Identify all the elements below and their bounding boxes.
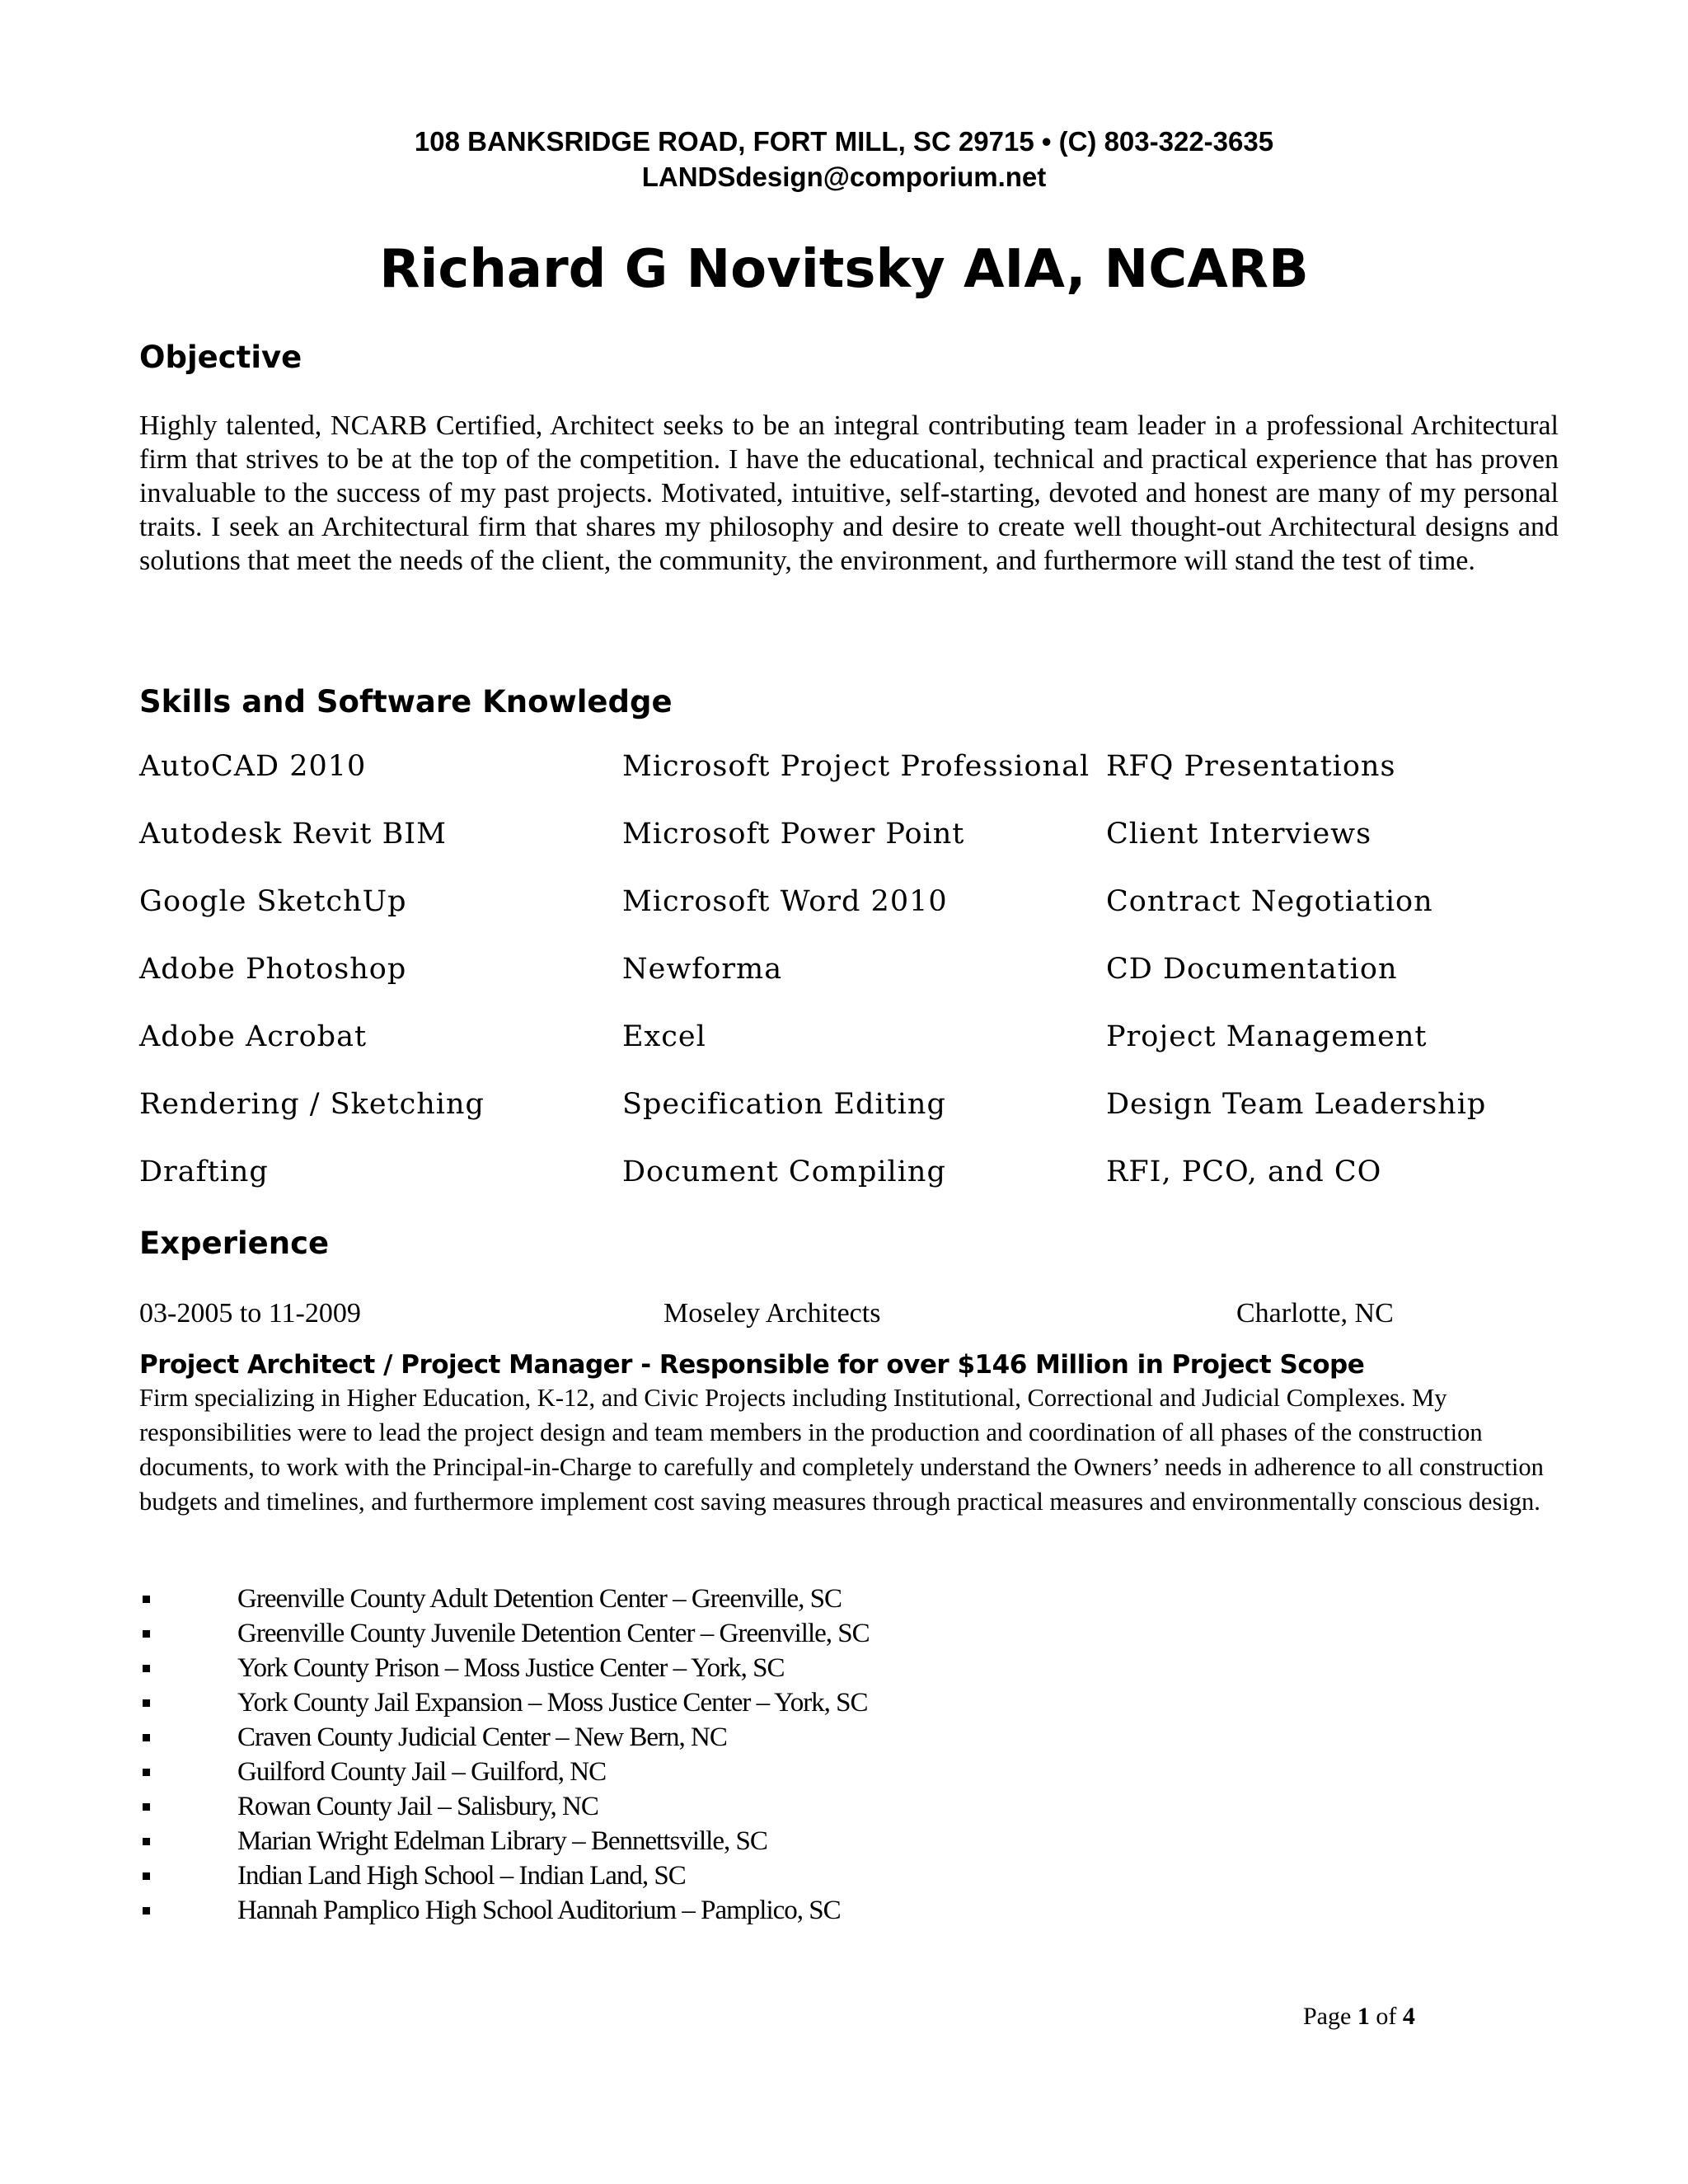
skill-item: RFQ Presentations: [1106, 750, 1396, 783]
page-label: Page: [1303, 2003, 1357, 2030]
job-company: Moseley Architects: [663, 1298, 881, 1329]
project-text: Rowan County Jail – Salisbury, NC: [237, 1792, 598, 1821]
contact-address-phone: 108 BANKSRIDGE ROAD, FORT MILL, SC 29715 • (C) 803-322-3635: [414, 126, 1274, 157]
bullet-icon: [143, 1734, 150, 1741]
skill-item: Rendering / Sketching: [139, 1088, 485, 1121]
page-number: [1303, 2003, 1415, 2031]
skill-item: Drafting: [139, 1155, 269, 1188]
skill-item: Client Interviews: [1106, 818, 1372, 851]
skill-item: Microsoft Power Point: [622, 818, 965, 851]
bullet-icon: [143, 1665, 150, 1672]
skill-item: Microsoft Project Professional: [622, 750, 1090, 783]
project-text: Guilford County Jail – Guilford, NC: [237, 1757, 607, 1787]
skill-item: Design Team Leadership: [1106, 1088, 1487, 1121]
job-title: Project Architect / Project Manager - Responsible for over $146 Million in Project Scope: [139, 1350, 1365, 1380]
bullet-icon: [143, 1803, 150, 1811]
project-text: Greenville County Juvenile Detention Center – Greenville, SC: [237, 1619, 870, 1648]
bullet-icon: [143, 1769, 150, 1776]
skill-item: CD Documentation: [1106, 953, 1398, 986]
project-text: York County Jail Expansion – Moss Justice Center – York, SC: [237, 1688, 868, 1718]
skill-item: Autodesk Revit BIM: [139, 818, 447, 851]
skill-item: Adobe Acrobat: [139, 1020, 368, 1053]
current-page: 1: [1357, 2003, 1370, 2030]
bullet-icon: [143, 1630, 150, 1638]
skill-item: Newforma: [622, 953, 783, 986]
skill-item: Excel: [622, 1020, 706, 1053]
job-description: Firm specializing in Higher Education, K-12, and Civic Projects including Institutional, Correctional and Judicial Complexes. My responsibilities were to lead the project design and team members in the production and coordination of all phases of the construction documents, to work with the Principal-in-Charge to carefully and completely understand the Owners’ needs in adherence to all construction budgets and timelines, and furthermore implement cost saving measures through practical measures and environmentally conscious design.: [139, 1384, 1544, 1516]
skills-heading: Skills and Software Knowledge: [139, 684, 673, 719]
job-location: Charlotte, NC: [1236, 1298, 1394, 1329]
skill-item: Document Compiling: [622, 1155, 946, 1188]
bullet-icon: [143, 1872, 150, 1880]
skill-item: Microsoft Word 2010: [622, 885, 948, 918]
skill-item: Project Management: [1106, 1020, 1428, 1053]
objective-text: Highly talented, NCARB Certified, Architect seeks to be an integral contributing team leader in a professional Architectural firm that strives to be at the top of the competition. I have the educational, technical and practical experience that has proven invaluable to the success of my past projects. Motivated, intuitive, self-starting, devoted and honest are many of my personal traits. I seek an Architectural firm that shares my philosophy and desire to create well thought-out Architectural designs and solutions that meet the needs of the client, the community, the environment, and furthermore will stand the test of time.: [139, 410, 1559, 576]
experience-heading: Experience: [139, 1226, 330, 1261]
objective-heading: Objective: [139, 340, 302, 375]
contact-email: LANDSdesign@comporium.net: [641, 162, 1047, 192]
project-text: Hannah Pamplico High School Auditorium – Pamplico, SC: [237, 1896, 841, 1925]
job-dates: 03-2005 to 11-2009: [139, 1298, 361, 1329]
bullet-icon: [143, 1699, 150, 1707]
skill-item: Specification Editing: [622, 1088, 946, 1121]
skill-item: AutoCAD 2010: [139, 750, 367, 783]
skill-item: Adobe Photoshop: [139, 953, 407, 986]
bullet-icon: [143, 1838, 150, 1845]
candidate-name: Richard G Novitsky AIA, NCARB: [379, 239, 1309, 300]
total-pages: 4: [1402, 2003, 1415, 2030]
skill-item: RFI, PCO, and CO: [1106, 1155, 1382, 1188]
project-text: Greenville County Adult Detention Center – Greenville, SC: [237, 1584, 842, 1614]
project-text: York County Prison – Moss Justice Center – York, SC: [237, 1653, 785, 1683]
bullet-icon: [143, 1596, 150, 1603]
project-text: Craven County Judicial Center – New Bern, NC: [237, 1722, 727, 1752]
project-text: Marian Wright Edelman Library – Bennettsville, SC: [237, 1826, 767, 1856]
skill-item: Google SketchUp: [139, 885, 407, 918]
page-of: of: [1369, 2003, 1403, 2030]
skill-item: Contract Negotiation: [1106, 885, 1433, 918]
bullet-icon: [143, 1907, 150, 1915]
project-text: Indian Land High School – Indian Land, SC: [237, 1861, 686, 1891]
